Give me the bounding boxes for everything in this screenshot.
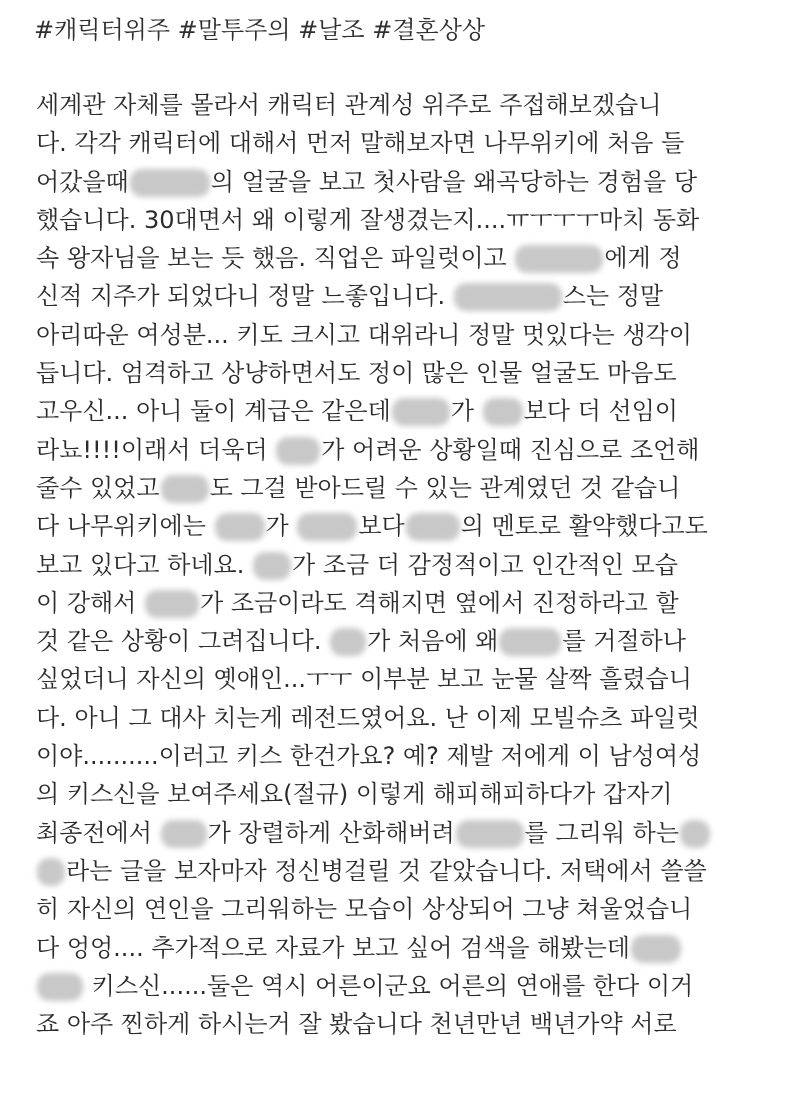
text-segment: 아리따운 여성분... 키도 크시고 대위라니 정말 멋있다는 생각이 <box>36 320 692 349</box>
text-segment: 가 처음에 왜 <box>367 627 499 656</box>
text-segment: 의 멘토로 활약했다고도 <box>460 512 708 541</box>
text-segment: 다. 각각 캐릭터에 대해서 먼저 말해보자면 나무위키에 처음 들 <box>36 129 685 158</box>
text-line <box>36 546 786 584</box>
text-segment: 세계관 자체를 몰라서 캐릭터 관계성 위주로 주접해보겠습니 <box>36 91 662 119</box>
text-segment: 속 왕자님을 보는 듯 했음. 직업은 파일럿이고 <box>36 244 515 273</box>
text-segment: 죠 아주 찐하게 하시는거 잘 봤습니다 천년만년 백년가약 서로 <box>36 1010 677 1039</box>
text-line <box>36 890 786 928</box>
text-line <box>36 852 786 890</box>
redacted-name-blur <box>631 935 681 963</box>
redacted-name-blur <box>406 513 460 541</box>
text-line <box>36 431 786 469</box>
text-line <box>36 354 786 392</box>
redacted-name-blur <box>161 820 207 848</box>
redacted-name-blur <box>515 245 603 273</box>
text-segment: 가 장렬하게 산화해버려 <box>207 818 455 847</box>
text-segment: 를 거절하나 <box>562 627 686 656</box>
text-line <box>36 124 786 162</box>
redacted-name-blur <box>456 820 524 848</box>
redacted-name-blur <box>130 169 210 197</box>
text-segment: 했습니다. 30대면서 왜 이렇게 잘생겼는지....ㅠㅜㅜㅜ마치 동화 <box>36 205 700 234</box>
text-segment: 키스신......둘은 역시 어른이군요 어른의 연애를 한다 이거 <box>84 971 694 1000</box>
text-segment: 어갔을때 <box>36 167 129 196</box>
text-segment: 도 그걸 받아드릴 수 있는 관계였던 것 같습니 <box>209 473 681 502</box>
redacted-name-blur <box>215 513 265 541</box>
redacted-name-blur <box>161 475 209 503</box>
text-line <box>36 775 786 813</box>
text-segment: 의 얼굴을 보고 첫사람을 왜곡당하는 경험을 당 <box>210 167 698 196</box>
text-line <box>36 469 786 507</box>
text-segment: 신적 지주가 되었다니 정말 느좋입니다. <box>36 282 453 311</box>
redacted-name-blur <box>392 398 450 426</box>
text-line <box>36 584 786 622</box>
redacted-name-blur <box>297 513 357 541</box>
text-segment: 를 그리워 하는 <box>524 818 680 847</box>
text-segment: 라뇨!!!!이래서 더욱더 <box>36 435 276 464</box>
text-segment: 고우신... 아니 둘이 계급은 같은데 <box>36 397 391 426</box>
text-segment: 가 <box>265 512 297 541</box>
text-line <box>36 392 786 430</box>
text-segment: 스는 정말 <box>562 282 664 311</box>
text-line <box>36 929 786 967</box>
text-line <box>36 622 786 660</box>
redacted-name-blur <box>483 398 523 426</box>
text-segment: 이 강해서 <box>36 588 144 617</box>
redacted-name-blur <box>145 590 199 618</box>
text-line <box>36 660 786 698</box>
text-segment: 가 조금이라도 격해지면 옆에서 진정하라고 할 <box>200 588 679 617</box>
text-line <box>36 201 786 239</box>
text-segment: 가 어려운 상황일때 진심으로 조언해 <box>321 435 700 464</box>
text-segment: 이야..........이러고 키스 한건가요? 예? 제발 저에게 이 남성여성 <box>36 742 702 771</box>
text-segment: 다. 아니 그 대사 치는게 레전드였어요. 난 이제 모빌슈츠 파일럿 <box>36 703 700 732</box>
redacted-name-blur <box>330 628 366 656</box>
text-line <box>36 507 786 545</box>
text-line <box>36 239 786 277</box>
text-segment: 싶었더니 자신의 옛애인...ㅜㅜ 이부분 보고 눈물 살짝 흘렸습니 <box>36 665 692 694</box>
text-segment: 에게 정 <box>604 244 682 273</box>
text-segment: 최종전에서 <box>36 818 160 847</box>
text-segment: 보다 <box>358 512 405 541</box>
text-line <box>36 1005 786 1043</box>
text-segment: 줄수 있었고 <box>36 473 160 502</box>
text-line <box>36 699 786 737</box>
text-segment: 보고 있다고 하네요. <box>36 550 252 579</box>
text-segment: 보다 더 선임이 <box>523 397 678 426</box>
text-line <box>36 967 786 1005</box>
text-line <box>36 163 786 201</box>
text-segment: 다 엉엉.... 추가적으로 자료가 보고 싶어 검색을 해봤는데 <box>36 933 630 962</box>
text-segment: 히 자신의 연인을 그리워하는 모습이 상상되어 그냥 쳐울었습니 <box>36 895 693 924</box>
redacted-name-blur <box>680 820 710 848</box>
text-line <box>36 737 786 775</box>
text-line <box>36 316 786 354</box>
redacted-name-blur <box>454 283 562 311</box>
text-segment: 다 나무위키에는 <box>36 512 214 541</box>
text-segment: 가 <box>450 397 482 426</box>
redacted-name-blur <box>253 552 291 580</box>
redacted-name-blur <box>37 858 65 886</box>
text-segment: 의 키스신을 보여주세요(절규) 이렇게 해피해피하다가 갑자기 <box>36 780 673 809</box>
text-line <box>36 814 786 852</box>
text-line <box>36 86 786 124</box>
redacted-name-blur <box>37 973 83 1001</box>
redacted-name-blur <box>499 628 561 656</box>
text-line <box>36 277 786 315</box>
text-segment: 것 같은 상황이 그려집니다. <box>36 627 330 656</box>
text-segment: 라는 글을 보자마자 정신병걸릴 것 같았습니다. 저택에서 쓸쓸 <box>66 856 707 885</box>
post-body <box>36 86 786 1043</box>
text-segment: 가 조금 더 감정적이고 인간적인 모습 <box>292 550 678 579</box>
text-segment: 듭니다. 엄격하고 상냥하면서도 정이 많은 인물 얼굴도 마음도 <box>36 359 677 388</box>
hashtags: #캐릭터위주 #말투주의 #날조 #결혼상상 <box>34 16 486 44</box>
redacted-name-blur <box>276 437 320 465</box>
